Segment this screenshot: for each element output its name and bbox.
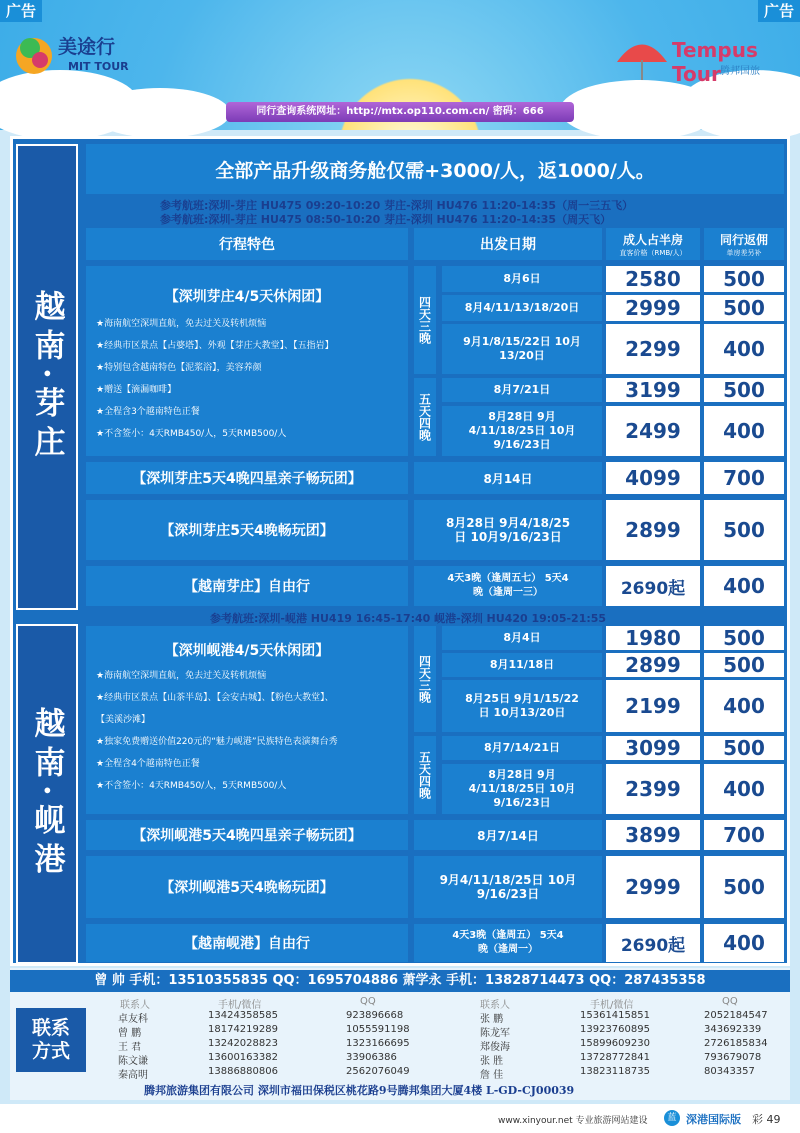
contact-header: QQ (722, 996, 738, 1007)
contact-name: 曾 鹏 (118, 1028, 142, 1039)
commission-cell: 700 (704, 820, 784, 850)
feature-box-nhatrang (86, 266, 408, 456)
contact-qq: 923896668 (346, 1010, 404, 1021)
price-cell: 2999 (606, 295, 700, 321)
date-cell: 8月6日 (442, 266, 602, 292)
flight-info-2: 参考航班:深圳-芽庄 HU475 08:50-10:20 芽庄-深圳 HU476 11:20-14:35（周天飞） (160, 213, 612, 226)
contact-header: 手机/微信 (218, 1000, 262, 1011)
price-cell: 2399 (606, 764, 700, 814)
group-5d4n: 五天四晚 (414, 378, 436, 456)
price-cell: 2899 (606, 653, 700, 677)
feature-item: ★不含签小：4天RMB450/人，5天RMB500/人 (96, 781, 287, 791)
contact-name: 詹 佳 (480, 1070, 504, 1081)
commission-cell: 400 (704, 324, 784, 374)
header-commission (704, 228, 784, 260)
header-price-label: 成人占半房 (622, 232, 683, 247)
date-cell: 8月7/14日 (414, 820, 602, 850)
contact-header: 联系人 (120, 1000, 150, 1011)
feature-item: ★海南航空深圳直航，免去过关及转机烦恼 (96, 671, 267, 681)
header-commission-label: 同行返佣 (719, 232, 768, 247)
contact-bar: 曾 帅 手机：13510355835 QQ：1695704886 萧学永 手机：13828714473 QQ：287435358 (10, 970, 790, 992)
feature-item: ★赠送【滴漏咖啡】 (96, 385, 177, 395)
contact-header: QQ (360, 996, 376, 1007)
contact-name: 郑俊海 (480, 1042, 510, 1053)
date-cell: 8月28日 9月4/11/18/25日 10月9/16/23日 (442, 406, 602, 456)
cloud (90, 88, 230, 138)
brand-left-cn: 美途行 (58, 36, 116, 58)
header-date: 出发日期 (414, 228, 602, 260)
contact-phone: 13923760895 (580, 1024, 650, 1035)
contact-name: 卓友科 (118, 1014, 148, 1025)
umbrella-icon (612, 32, 672, 82)
tour-name: 【越南芽庄】自由行 (86, 566, 408, 606)
date-cell: 8月11/18日 (442, 653, 602, 677)
feature-item: ★特别包含越南特色【泥浆浴】，美容养颜 (96, 363, 262, 373)
date-cell: 8月28日 9月4/11/18/25日 10月9/16/23日 (442, 764, 602, 814)
group-4d3n: 四天三晚 (414, 266, 436, 374)
group-4d3n: 四天三晚 (414, 626, 436, 732)
contact-title (16, 1008, 86, 1072)
company-line: 腾邦旅游集团有限公司 深圳市福田保税区桃花路9号腾邦集团大厦4楼 L-GD-CJ00039 (144, 1084, 575, 1097)
date-cell: 8月14日 (414, 462, 602, 494)
price-cell: 2580 (606, 266, 700, 292)
price-cell: 2690起 (606, 566, 700, 606)
group-5d4n: 五天四晚 (414, 736, 436, 814)
contact-name: 陈龙军 (480, 1028, 510, 1039)
price-cell: 2899 (606, 500, 700, 560)
feature-item: ★全程含4个越南特色正餐 (96, 759, 200, 769)
contact-qq: 1055591198 (346, 1024, 410, 1035)
footer-site: www.xinyour.net 专业旅游网站建设 (498, 1116, 648, 1126)
price-cell: 2499 (606, 406, 700, 456)
price-cell: 3899 (606, 820, 700, 850)
price-cell: 2299 (606, 324, 700, 374)
brand-left-en: MIT TOUR (68, 60, 129, 73)
contact-qq: 1323166695 (346, 1038, 410, 1049)
commission-cell: 500 (704, 626, 784, 650)
page-number: 彩 49 (752, 1113, 781, 1126)
contact-phone: 13424358585 (208, 1010, 278, 1021)
contact-phone: 13886880806 (208, 1066, 278, 1077)
header-price-sub: 直客价格（RMB/人） (619, 248, 687, 257)
price-cell: 2690起 (606, 924, 700, 962)
feature-title: 【深圳岘港4/5天休闲团】 (164, 643, 330, 659)
price-cell: 2999 (606, 856, 700, 918)
contact-qq: 33906386 (346, 1052, 397, 1063)
feature-title: 【深圳芽庄4/5天休闲团】 (164, 289, 330, 305)
date-cell: 8月28日 9月4/18/25日 10月9/16/23日 (414, 500, 602, 560)
header-feature: 行程特色 (86, 228, 408, 260)
date-cell: 8月4/11/13/18/20日 (442, 295, 602, 321)
commission-cell: 500 (704, 736, 784, 760)
contact-header: 手机/微信 (590, 1000, 634, 1011)
contact-phone: 18174219289 (208, 1024, 278, 1035)
contact-phone: 13728772841 (580, 1052, 650, 1063)
commission-cell: 500 (704, 500, 784, 560)
date-cell: 8月25日 9月1/15/22日 10月13/20日 (442, 680, 602, 732)
header-price (606, 228, 700, 260)
feature-item: ★独家免费赠送价值220元的“魅力岘港”民族特色表演舞台秀 (96, 737, 338, 747)
contact-name: 王 君 (118, 1042, 142, 1053)
feature-box-danang (86, 626, 408, 814)
feature-item: 【美溪沙滩】 (96, 715, 151, 725)
contact-name: 秦高明 (118, 1070, 148, 1081)
feature-item: ★经典市区景点【山茶半岛】、【会安古城】、【粉色大教堂】、 (96, 693, 334, 703)
price-cell: 3199 (606, 378, 700, 402)
commission-cell: 500 (704, 266, 784, 292)
date-cell: 4天3晚（逢周五七） 5天4晚（逢周一三） (414, 566, 602, 606)
palm-icon (12, 26, 56, 76)
feature-item: ★不含签小：4天RMB450/人，5天RMB500/人 (96, 429, 287, 439)
feature-item: ★海南航空深圳直航，免去过关及转机烦恼 (96, 319, 267, 329)
contact-qq: 2562076049 (346, 1066, 410, 1077)
tour-name: 【深圳芽庄5天4晚四星亲子畅玩团】 (86, 462, 408, 494)
query-bar: 同行查询系统网址：http://mtx.op110.com.cn/ 密码：666 (226, 102, 574, 122)
contact-qq: 793679078 (704, 1052, 762, 1063)
tour-name: 【深圳岘港5天4晚畅玩团】 (86, 856, 408, 918)
price-cell: 2199 (606, 680, 700, 732)
date-cell: 8月4日 (442, 626, 602, 650)
date-cell: 9月4/11/18/25日 10月9/16/23日 (414, 856, 602, 918)
commission-cell: 400 (704, 764, 784, 814)
flight-info-1: 参考航班:深圳-芽庄 HU475 09:20-10:20 芽庄-深圳 HU476 11:20-14:35（周一三五飞） (160, 199, 634, 212)
commission-cell: 500 (704, 856, 784, 918)
feature-item: ★经典市区景点【占婆塔】、外观【芽庄大教堂】、【五指岩】 (96, 341, 334, 351)
contact-qq: 2052184547 (704, 1010, 768, 1021)
commission-cell: 500 (704, 295, 784, 321)
flight-info-3: 参考航班:深圳-岘港 HU419 16:45-17:40 岘港-深圳 HU420 19:05-21:55 (210, 612, 607, 625)
date-cell: 8月7/14/21日 (442, 736, 602, 760)
section-side-danang: 越南·岘港 (16, 624, 78, 964)
contact-name: 张 胜 (480, 1056, 504, 1067)
contact-phone: 13823118735 (580, 1066, 650, 1077)
tour-name: 【深圳芽庄5天4晚畅玩团】 (86, 500, 408, 560)
contact-phone: 13242028823 (208, 1038, 278, 1049)
date-cell: 4天3晚（逢周五） 5天4晚（逢周一） (414, 924, 602, 962)
price-cell: 1980 (606, 626, 700, 650)
header-commission-sub: 单房差另补 (726, 248, 762, 257)
footer-edition: 深港国际版 (686, 1113, 741, 1126)
commission-cell: 400 (704, 406, 784, 456)
price-cell: 3099 (606, 736, 700, 760)
footer-badge: 蓝 (664, 1110, 680, 1126)
mit-tour-logo (12, 26, 132, 86)
footer (0, 1104, 800, 1133)
tempus-tour-logo (612, 30, 792, 90)
contact-name: 张 鹏 (480, 1014, 504, 1025)
section-side-nhatrang: 越南·芽庄 (16, 144, 78, 610)
feature-item: ★全程含3个越南特色正餐 (96, 407, 200, 417)
date-cell: 8月7/21日 (442, 378, 602, 402)
ad-label-left: 广告 (0, 0, 42, 22)
commission-cell: 500 (704, 378, 784, 402)
contact-name: 陈文谦 (118, 1056, 148, 1067)
date-cell: 9月1/8/15/22日 10月13/20日 (442, 324, 602, 374)
contact-title-text: 联系方式 (31, 1017, 70, 1062)
commission-cell: 400 (704, 924, 784, 962)
commission-cell: 500 (704, 653, 784, 677)
contact-phone: 15361415851 (580, 1010, 650, 1021)
upgrade-banner: 全部产品升级商务舱仅需+3000/人，返1000/人。 (86, 144, 784, 194)
tour-name: 【深圳岘港5天4晚四星亲子畅玩团】 (86, 820, 408, 850)
contact-phone: 15899609230 (580, 1038, 650, 1049)
contact-qq: 343692339 (704, 1024, 762, 1035)
commission-cell: 700 (704, 462, 784, 494)
ad-label-right: 广告 (758, 0, 800, 22)
commission-cell: 400 (704, 680, 784, 732)
brand-right-cn: 腾邦国旅 (720, 66, 760, 77)
contact-phone: 13600163382 (208, 1052, 278, 1063)
contact-qq: 2726185834 (704, 1038, 768, 1049)
tour-name: 【越南岘港】自由行 (86, 924, 408, 962)
contact-qq: 80343357 (704, 1066, 755, 1077)
contact-header: 联系人 (480, 1000, 510, 1011)
price-cell: 4099 (606, 462, 700, 494)
commission-cell: 400 (704, 566, 784, 606)
brand-right-en: Tempus Tour (672, 38, 758, 86)
